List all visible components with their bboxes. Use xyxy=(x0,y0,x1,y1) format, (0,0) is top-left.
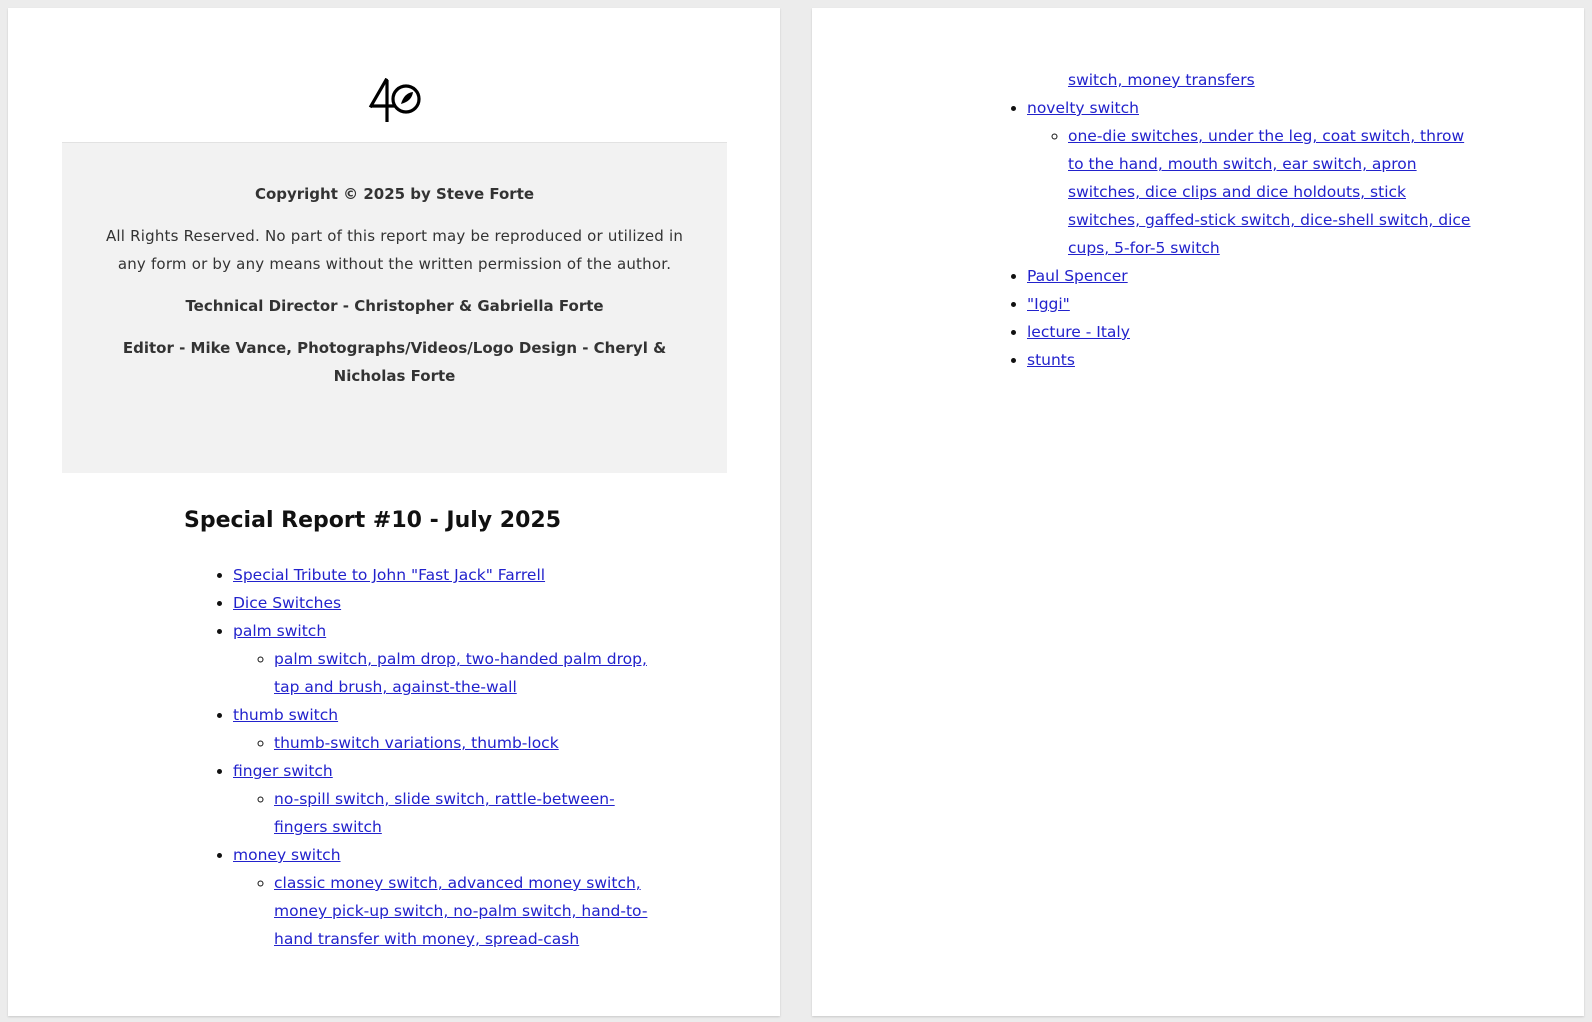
list-item xyxy=(233,701,663,757)
list-item xyxy=(274,729,663,757)
editor-credit: Editor - Mike Vance, Photographs/Videos/Logo Design - Cheryl & Nicholas Forte xyxy=(122,339,667,385)
list-item xyxy=(233,617,663,701)
sub-list xyxy=(233,645,663,701)
rights-statement: All Rights Reserved. No part of this report may be reproduced or utilized in any form or by any means without the written permission of the author. xyxy=(105,227,684,273)
list-item xyxy=(1027,346,1473,374)
sub-list xyxy=(233,729,663,757)
toc-link-money-switch-sub[interactable]: classic money switch, advanced money switch, money pick-up switch, no-palm switch, hand-to-hand transfer with money, spread-cash xyxy=(274,874,648,948)
toc-link-paul-spencer[interactable]: Paul Spencer xyxy=(1027,267,1128,285)
list-item xyxy=(1027,94,1473,262)
list-item xyxy=(233,561,663,589)
list-item xyxy=(1027,290,1473,318)
list-item xyxy=(1068,122,1473,262)
toc-link-stunts[interactable]: stunts xyxy=(1027,351,1075,369)
document-page-right xyxy=(812,8,1584,1016)
list-item xyxy=(1027,318,1473,346)
list-item xyxy=(274,645,663,701)
list-item xyxy=(1027,262,1473,290)
forte-40-logo-icon xyxy=(368,78,422,124)
document-page-left xyxy=(8,8,780,1016)
list-item xyxy=(233,841,663,953)
toc-link-finger-switch-sub[interactable]: no-spill switch, slide switch, rattle-between-fingers switch xyxy=(274,790,615,836)
toc-link-dice-switches[interactable]: Dice Switches xyxy=(233,594,342,612)
toc-link-tribute[interactable]: Special Tribute to John "Fast Jack" Farrell xyxy=(233,566,546,584)
report-title: Special Report #10 - July 2025 xyxy=(184,508,562,533)
toc-link-money-switch-sub-continued[interactable]: switch, money transfers xyxy=(1068,71,1255,89)
toc-link-lecture-italy[interactable]: lecture - Italy xyxy=(1027,323,1130,341)
list-item xyxy=(1068,66,1473,94)
sub-list xyxy=(233,785,663,841)
toc-link-money-switch[interactable]: money switch xyxy=(233,846,341,864)
list-item xyxy=(233,589,663,617)
toc-link-palm-switch-sub[interactable]: palm switch, palm drop, two-handed palm drop, tap and brush, against-the-wall xyxy=(274,650,647,696)
list-item xyxy=(274,785,663,841)
toc-link-novelty-switch-sub[interactable]: one-die switches, under the leg, coat switch, throw to the hand, mouth switch, ear switch, apron switches, dice clips and dice holdouts, stick switches, gaffed-stick switch, dice-shell switch, dice cups, 5-for-5 switch xyxy=(1068,127,1471,257)
sub-list xyxy=(1027,122,1473,262)
list-item xyxy=(233,757,663,841)
toc-link-thumb-switch-sub[interactable]: thumb-switch variations, thumb-lock xyxy=(274,734,559,752)
toc-link-thumb-switch[interactable]: thumb switch xyxy=(233,706,339,724)
copyright-notice xyxy=(62,142,727,473)
technical-director-credit: Technical Director - Christopher & Gabriella Forte xyxy=(185,297,604,315)
list-item xyxy=(274,869,663,953)
toc-link-palm-switch[interactable]: palm switch xyxy=(233,622,327,640)
toc-link-iggi[interactable]: "Iggi" xyxy=(1027,295,1070,313)
sub-list xyxy=(233,869,663,953)
toc-link-novelty-switch[interactable]: novelty switch xyxy=(1027,99,1139,117)
table-of-contents xyxy=(192,561,663,953)
table-of-contents-continued xyxy=(986,66,1473,374)
copyright-title: Copyright © 2025 by Steve Forte xyxy=(254,185,535,203)
toc-link-finger-switch[interactable]: finger switch xyxy=(233,762,333,780)
